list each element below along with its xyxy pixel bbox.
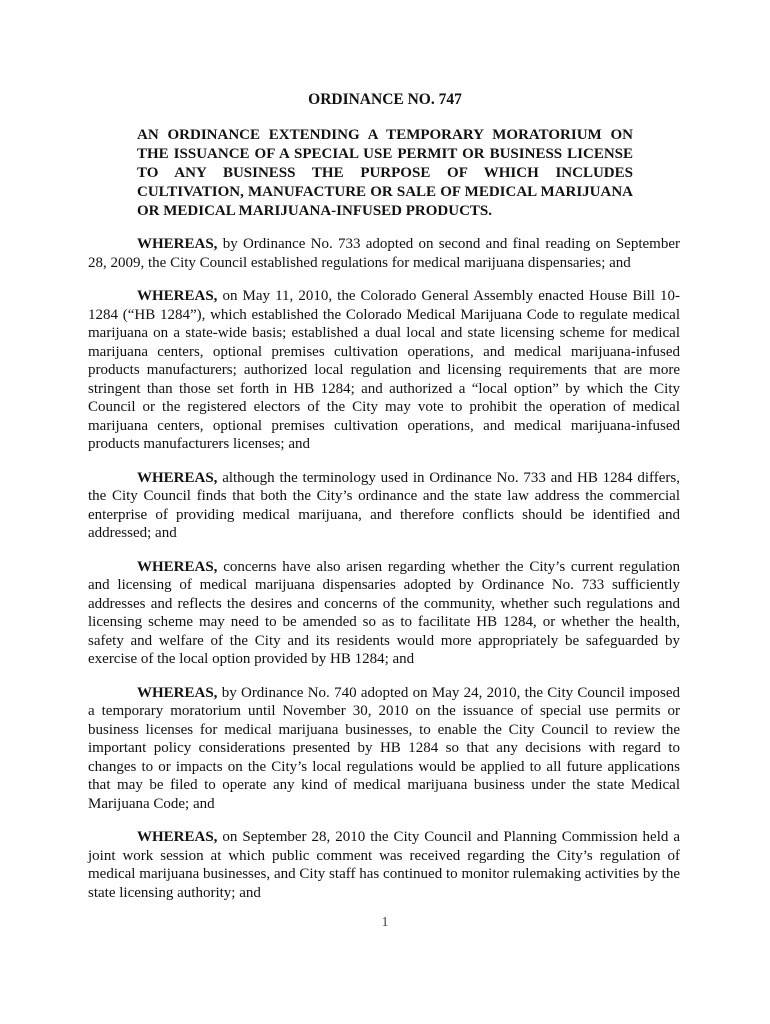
paragraph-text: on May 11, 2010, the Colorado General Assembly enacted House Bill 10-1284 (“HB 1284”), which established the Colorado Medical Marijuana Code to regulate medical marijuana on a state-wide basis; established a dual local and state licensing scheme for medical marijuana centers, optional premises cultivation operations, and medical marijuana-infused products manufacturers; authorized local regulation and licensing requirements that are more stringent than those set forth in HB 1284; and authorized a “local option” by which the City Council or the registered electors of the City may vote to prohibit the operation of medical marijuana centers, optional premises cultivation operations, and medical marijuana-infused products manufacturers licenses; and <box>88 288 680 452</box>
whereas-lead: WHEREAS, <box>137 288 218 304</box>
ordinance-title: ORDINANCE NO. 747 <box>308 91 462 108</box>
whereas-paragraph <box>88 828 680 902</box>
whereas-paragraph <box>88 235 680 272</box>
whereas-paragraph <box>88 684 680 814</box>
ordinance-body <box>88 235 680 917</box>
whereas-lead: WHEREAS, <box>137 829 218 845</box>
ordinance-subtitle: AN ORDINANCE EXTENDING A TEMPORARY MORATORIUM ON THE ISSUANCE OF A SPECIAL USE PERMIT OR BUSINESS LICENSE TO ANY BUSINESS THE PURPOSE OF WHICH INCLUDES CULTIVATION, MANUFACTURE OR SALE OF MEDICAL MARIJUANA OR MEDICAL MARIJUANA-INFUSED PRODUCTS. <box>137 127 633 219</box>
whereas-lead: WHEREAS, <box>137 469 218 486</box>
whereas-lead: WHEREAS, <box>137 684 218 701</box>
whereas-lead: WHEREAS, <box>137 558 218 575</box>
whereas-paragraph <box>88 287 680 454</box>
paragraph-text: by Ordinance No. 733 adopted on second and final reading on September 28, 2009, the City Council established regulations for medical marijuana dispensaries; and <box>88 236 680 271</box>
whereas-paragraph <box>88 558 680 669</box>
page-number: 1 <box>381 915 389 930</box>
paragraph-text: by Ordinance No. 740 adopted on May 24, 2010, the City Council imposed a temporary moratorium until November 30, 2010 on the issuance of special use permits or business licenses for medical marijuana businesses, to enable the City Council to review the important policy considerations presented by HB 1284 so that any decisions with regard to changes to or impacts on the City’s local regulations would be applied to all future applications that may be filed to operate any kind of medical marijuana business under the state Medical Marijuana Code; and <box>88 684 680 812</box>
whereas-lead: WHEREAS, <box>137 236 218 252</box>
paragraph-text: on September 28, 2010 the City Council and Planning Commission held a joint work session at which public comment was received regarding the City’s regulation of medical marijuana businesses, and City staff has continued to monitor rulemaking activities by the state licensing authority; and <box>88 829 680 901</box>
paragraph-text: although the terminology used in Ordinance No. 733 and HB 1284 differs, the City Council finds that both the City’s ordinance and the state law address the commercial enterprise of providing medical marijuana, and therefore conflicts should be identified and addressed; and <box>88 469 680 541</box>
whereas-paragraph <box>88 469 680 543</box>
paragraph-text: concerns have also arisen regarding whether the City’s current regulation and licensing of medical marijuana dispensaries adopted by Ordinance No. 733 sufficiently addresses and reflects the desires and concerns of the community, whether such regulations and licensing scheme may need to be amended so as to facilitate HB 1284, or whether the health, safety and welfare of the City and its residents would more appropriately be safeguarded by exercise of the local option provided by HB 1284; and <box>88 558 680 667</box>
